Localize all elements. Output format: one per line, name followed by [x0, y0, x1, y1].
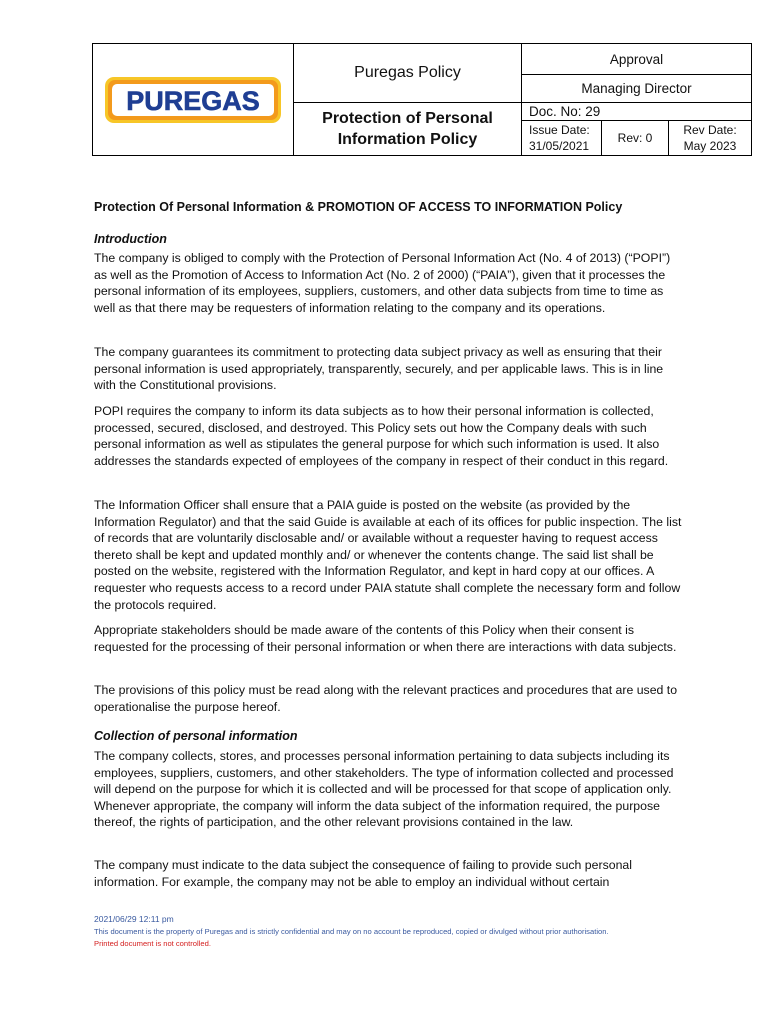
paragraph-8: The company must indicate to the data subject the consequence of failing to provide such personal information. For example, the company may not be able to employ an individual without certain — [94, 858, 632, 889]
logo-text: PUREGAS — [126, 85, 260, 116]
footer-confidentiality: This document is the property of Puregas and is strictly confidential and may on no account be reproduced, copied or divulged without prior authorisation. — [94, 927, 609, 936]
approver-name: Managing Director — [581, 81, 692, 96]
issue-date-cell — [522, 121, 601, 155]
logo-cell — [93, 44, 293, 155]
rev-date-cell — [669, 121, 751, 155]
footer-timestamp: 2021/06/29 12:11 pm — [94, 914, 174, 924]
rev-date-label: Rev Date: — [683, 123, 737, 137]
issue-date-label: Issue Date: — [529, 123, 590, 137]
policy-title-line1: Protection of Personal — [322, 110, 493, 127]
paragraph-1: The company is obliged to comply with the Protection of Personal Information Act (No. 4 of 2013) (“POPI”) as well as the Promotion of Access to Information Act (No. 2 of 2000) (“PAIA”), given that it processes the personal information of its employees, suppliers, customers, and other data subjects from time to time as well as that there may be requesters of information relating to the company and its operations. — [94, 251, 671, 315]
paragraph-2: The company guarantees its commitment to protecting data subject privacy as well as ensuring that their personal information is used appropriately, transparently, securely, and per applicable laws. This is in line with the Constitutional provisions. — [94, 345, 664, 393]
policy-title-line2: Information Policy — [337, 131, 478, 148]
policy-group-label: Puregas Policy — [354, 64, 461, 81]
puregas-logo — [104, 76, 282, 124]
document-header-table — [92, 43, 752, 156]
issue-date-value: 31/05/2021 — [529, 139, 590, 153]
footer-uncontrolled-notice: Printed document is not controlled. — [94, 939, 211, 948]
paragraph-4: The Information Officer shall ensure that a PAIA guide is posted on the website (as provided by the Information Regulator) and that the said Guide is available at each of its offices for public inspection. The list of records that are voluntarily disclosable and/ or available without a requester having to request access thereto shall be kept and updated monthly and/ or whenever the contents change. The said list shall be posted on the website, registered with the Information Regulator, and kept in hard copy at our offices. A requester who requests access to a record under PAIA statute shall complete the necessary form and follow the protocols required. — [94, 498, 682, 612]
paragraph-3: POPI requires the company to inform its data subjects as to how their personal information is collected, processed, secured, disclosed, and destroyed. This Policy sets out how the Company deals with such personal information as well as stipulates the general purpose for which such information is used. It also addresses the standards expected of employees of the company in respect of their conduct in this regard. — [94, 404, 669, 468]
paragraph-5: Appropriate stakeholders should be made aware of the contents of this Policy when their consent is requested for the processing of their personal information or when there are interactions with data subjects. — [94, 623, 677, 654]
approval-label: Approval — [609, 51, 664, 67]
document-heading: Protection Of Personal Information & PROMOTION OF ACCESS TO INFORMATION Policy — [94, 200, 623, 214]
rev-date-value: May 2023 — [683, 139, 737, 153]
policy-title — [294, 103, 521, 155]
paragraph-7: The company collects, stores, and processes personal information pertaining to data subjects including its employees, suppliers, customers, and other stakeholders. The type of information collected and processed will depend on the purpose for which it is collected and will be processed for that scope of application only. Whenever appropriate, the company will inform the data subject of the information required, the purpose thereof, the rights of participation, and the other relevant provisions contained in the law. — [94, 749, 674, 830]
doc-number: Doc. No: 29 — [529, 104, 601, 119]
revision-number: Rev: 0 — [617, 131, 653, 145]
collection-heading: Collection of personal information — [94, 729, 298, 743]
paragraph-6: The provisions of this policy must be read along with the relevant practices and procedures that are used to operationalise the purpose hereof. — [94, 683, 678, 714]
introduction-heading: Introduction — [94, 232, 167, 246]
